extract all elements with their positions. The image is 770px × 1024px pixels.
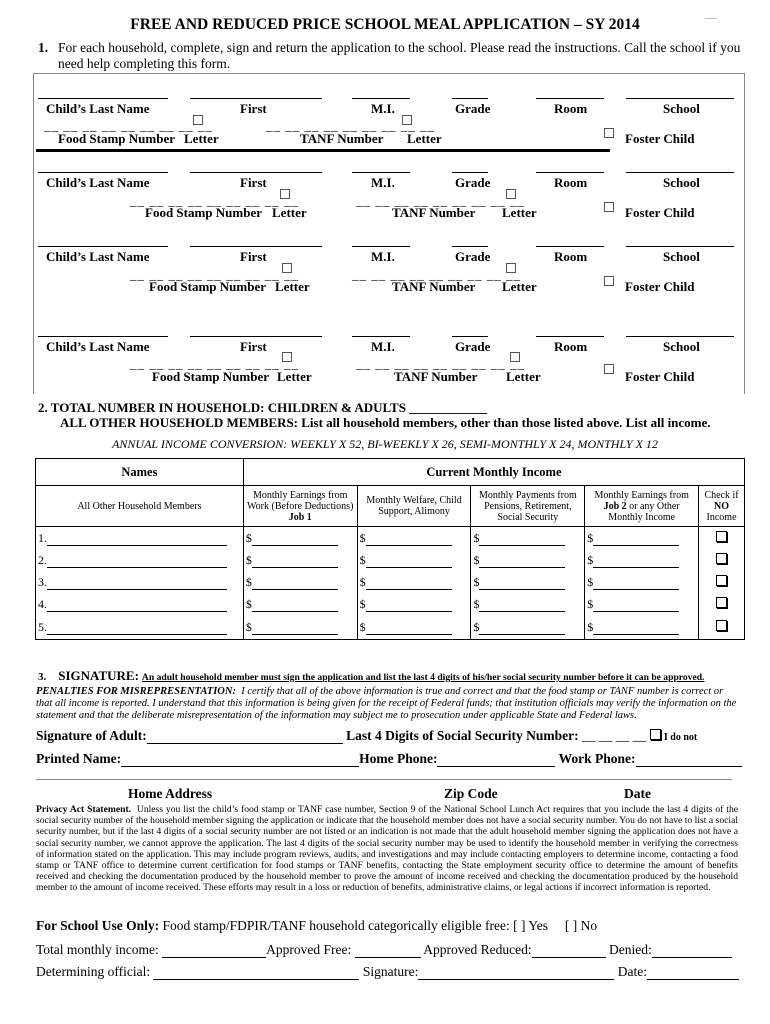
zip-code-label: Zip Code [444,786,498,801]
corner-mark: — [705,10,717,24]
penalties-statement: PENALTIES FOR MISREPRESENTATION: I certify that all of the above information is true and correct and that the food stamp or TANF number is correct or that all income is reported. I understand that this information is being given for the receipt of Federal funds; that institution officials may verify the information on the statement and that the deliberate misrepresentation of the information may subject me to prosecution under applicable State and Federal laws. [36,686,737,721]
welfare-header: Monthly Welfare, Child Support, Alimony [357,486,471,527]
grade-label: Grade [455,249,491,264]
tanf-number-label: TANF Number [300,131,384,146]
first-name-line[interactable] [190,172,322,173]
work-phone-field[interactable] [636,766,742,767]
section-3-signature: 3. SIGNATURE: An adult household member must sign the application and list the last 4 digits of his/her social security number before it can be approved. [38,668,705,683]
privacy-act-statement: Privacy Act Statement. Unless you list the child’s food stamp or TANF case number, Section 9 of the National School Lunch Act requires that you include the last 4 digits of the social security number of the household member signing the application or indicate that the household member does not have a social security number. You do not have to list a social security number, but if the last 4 digits of a social security number are not listed or an indication is not made that the adult household member signing the application does not have a social security number, we cannot approve the application. The last 4 digits of the social security number may be used to identify the household member in verifying the correctness of information stated on the application. This may include program reviews, audits, and investigations and may include contacting employers to determine income, contacting a food stamp or TANF office to determine current certification for food stamps or TANF benefits, contacting the State employment security office to determine the amount of benefits received and checking the documentation produced by the household member to prove the amount of income received and checking the documentation produced by the household member to the amount of income received. These efforts may result in a loss or reduction of benefits, administrative claims, or legal actions if incorrect information is reported. [36,804,739,894]
mi-line[interactable] [352,172,410,173]
home-address-label: Home Address [128,786,213,801]
mi-line[interactable] [352,246,410,247]
letter-label: Letter [502,279,537,294]
room-label: Room [554,249,588,264]
table-row: 4. $ $ $ $ [36,593,745,615]
approved-reduced-field[interactable] [532,957,606,958]
current-monthly-income-header: Current Monthly Income [243,459,744,486]
table-row: 1. $ $ $ $ [36,527,745,550]
job2-field[interactable] [593,634,679,635]
mi-label: M.I. [371,101,395,116]
mi-line[interactable] [352,98,410,99]
pension-field[interactable] [479,567,565,568]
grade-label: Grade [455,175,491,190]
official-signature-field[interactable] [418,979,614,980]
school-use-row: For School Use Only: Food stamp/FDPIR/TANF household categorically eligible free: [ ] Yes [ ] No [36,918,598,933]
printed-name-field[interactable] [121,766,359,767]
job1-field[interactable] [252,589,338,590]
food-stamp-digits[interactable]: __ __ __ __ __ __ __ __ __ [130,356,299,371]
letter-label: Letter [272,205,307,220]
no-income-checkbox[interactable] [716,597,727,608]
grade-label: Grade [455,101,491,116]
tanf-number-label: TANF Number [394,369,478,384]
foster-child-label: Foster Child [625,369,695,384]
mi-label: M.I. [371,175,395,190]
no-income-checkbox[interactable] [716,575,727,586]
school-label: School [663,339,700,354]
room-label: Room [554,175,588,190]
grade-line[interactable] [452,336,488,337]
last-name-line[interactable] [38,172,168,173]
food-stamp-number-label: Food Stamp Number [145,205,263,220]
no-income-checkbox[interactable] [716,620,727,631]
room-label: Room [554,101,588,116]
job2-field[interactable] [593,567,679,568]
foster-child-label: Foster Child [625,131,695,146]
member-name-field[interactable] [47,611,227,612]
job2-field[interactable] [593,611,679,612]
food-stamp-number-label: Food Stamp Number [58,131,176,146]
pension-field[interactable] [479,611,565,612]
denied-field[interactable] [652,957,732,958]
letter-label: Letter [506,369,541,384]
total-household-line[interactable]: 2. TOTAL NUMBER IN HOUSEHOLD: CHILDREN & ADULTS ____________ [38,400,488,415]
member-name-field[interactable] [47,545,227,546]
food-stamp-digits[interactable]: __ __ __ __ __ __ __ __ __ [130,193,299,208]
tanf-digits[interactable]: __ __ __ __ __ __ __ __ __ [356,356,525,371]
grade-line[interactable] [452,98,488,99]
first-label: First [240,175,267,190]
pension-header: Monthly Payments from Pensions, Retirement, Social Security [471,486,585,527]
table-row: 2. $ $ $ $ [36,549,745,571]
yes-checkbox[interactable]: [ ] Yes [513,918,549,933]
first-name-line[interactable] [190,246,322,247]
last-name-line[interactable] [38,336,168,337]
letter-label: Letter [184,131,219,146]
first-name-line[interactable] [190,336,322,337]
welfare-field[interactable] [366,611,452,612]
letter-label: Letter [277,369,312,384]
grade-line[interactable] [452,246,488,247]
room-line[interactable] [536,246,604,247]
food-stamp-digits[interactable]: __ __ __ __ __ __ __ __ __ [130,267,299,282]
foster-child-checkbox[interactable] [604,128,614,138]
income-table [35,458,745,640]
job1-field[interactable] [252,634,338,635]
room-line[interactable] [536,172,604,173]
address-line[interactable] [36,779,732,780]
welfare-field[interactable] [366,567,452,568]
table-row: 5. $ $ $ $ [36,615,745,640]
determining-official-field[interactable] [153,979,359,980]
grade-label: Grade [455,339,491,354]
pension-field[interactable] [479,545,565,546]
food-stamp-letter-box[interactable] [280,189,290,199]
job2-header: Monthly Earnings from Job 2 or any Other Monthly Income [585,486,699,527]
grade-line[interactable] [452,172,488,173]
letter-label: Letter [275,279,310,294]
job1-field[interactable] [252,567,338,568]
income-approval-row: Total monthly income: Approved Free: Approved Reduced: Denied: [36,942,732,958]
room-line[interactable] [536,98,604,99]
tanf-digits[interactable]: __ __ __ __ __ __ __ __ __ [266,118,435,133]
official-row: Determining official: Signature: Date: [36,964,739,980]
table-row: 3. $ $ $ $ [36,571,745,593]
foster-child-checkbox[interactable] [604,364,614,374]
home-phone-field[interactable] [437,766,555,767]
approved-free-field[interactable] [355,957,421,958]
date-label: Date [624,786,651,801]
first-label: First [240,339,267,354]
member-name-field[interactable] [47,634,227,635]
foster-child-label: Foster Child [625,205,695,220]
job2-field[interactable] [593,589,679,590]
job1-field[interactable] [252,545,338,546]
last-name-line[interactable] [38,98,168,99]
no-income-checkbox[interactable] [716,531,727,542]
no-income-header: Check if NO Income [699,486,745,527]
school-label: School [663,249,700,264]
mi-line[interactable] [352,336,410,337]
tanf-digits[interactable]: __ __ __ __ __ __ __ __ __ [356,193,525,208]
food-stamp-letter-box[interactable] [282,263,292,273]
tanf-number-label: TANF Number [392,205,476,220]
section-2-household [38,400,711,430]
food-stamp-digits[interactable]: __ __ __ __ __ __ __ __ __ [44,118,213,133]
school-line[interactable] [626,246,734,247]
first-name-line[interactable] [190,98,322,99]
food-stamp-number-label: Food Stamp Number [152,369,270,384]
last-name-line[interactable] [38,246,168,247]
first-label: First [240,101,267,116]
welfare-field[interactable] [366,634,452,635]
school-line[interactable] [626,98,734,99]
school-label: School [663,175,700,190]
child-last-name-label: Child’s Last Name [46,339,150,354]
total-income-field[interactable] [162,957,266,958]
other-members-line: ALL OTHER HOUSEHOLD MEMBERS: List all household members, other than those listed above. List all income. [60,415,711,430]
official-date-field[interactable] [647,979,739,980]
school-label: School [663,101,700,116]
child-last-name-label: Child’s Last Name [46,175,150,190]
printed-name-row: Printed Name: Home Phone: Work Phone: [36,751,742,767]
tanf-letter-box[interactable] [510,352,520,362]
welfare-field[interactable] [366,589,452,590]
pension-field[interactable] [479,634,565,635]
child-last-name-label: Child’s Last Name [46,249,150,264]
first-label: First [240,249,267,264]
ssn-last4-field[interactable]: __ __ __ __ [582,728,647,743]
letter-label: Letter [502,205,537,220]
members-header: All Other Household Members [36,486,244,527]
tanf-number-label: TANF Number [392,279,476,294]
instructions-text: For each household, complete, sign and return the application to the school. Please read the instructions. Call the school if you need help completing this form. [58,40,741,71]
foster-child-checkbox[interactable] [604,202,614,212]
foster-child-label: Foster Child [625,279,695,294]
job2-field[interactable] [593,545,679,546]
foster-child-checkbox[interactable] [604,276,614,286]
no-checkbox[interactable]: [ ] No [564,918,598,933]
names-header: Names [36,459,244,486]
section-number: 1. [38,40,49,55]
letter-label: Letter [407,131,442,146]
no-ssn-checkbox[interactable] [650,729,661,740]
job1-header: Monthly Earnings from Work (Before Deductions) Job 1 [243,486,357,527]
page-title: FREE AND REDUCED PRICE SCHOOL MEAL APPLICATION – SY 2014 [130,16,640,33]
tanf-letter-box[interactable] [506,189,516,199]
school-line[interactable] [626,336,734,337]
job1-field[interactable] [252,611,338,612]
tanf-digits[interactable]: __ __ __ __ __ __ __ __ __ [352,267,521,282]
tanf-letter-box[interactable] [402,115,412,125]
room-label: Room [554,339,588,354]
welfare-field[interactable] [366,545,452,546]
signature-row: Signature of Adult: Last 4 Digits of Social Security Number: __ __ __ __ I do not [36,728,698,743]
adult-signature-field[interactable] [147,743,343,744]
mi-label: M.I. [371,249,395,264]
no-income-checkbox[interactable] [716,553,727,564]
child-last-name-label: Child’s Last Name [46,101,150,116]
school-line[interactable] [626,172,734,173]
food-stamp-letter-box[interactable] [282,352,292,362]
no-ssn-label: I do not [663,732,698,743]
tanf-letter-box[interactable] [506,263,516,273]
mi-label: M.I. [371,339,395,354]
annual-income-conversion: ANNUAL INCOME CONVERSION: WEEKLY X 52, BI-WEEKLY X 26, SEMI-MONTHLY X 24, MONTHLY X 12 [112,437,658,451]
signature-requirement: An adult household member must sign the application and list the last 4 digits of his/her social security number before it can be approved. [141,672,705,683]
pension-field[interactable] [479,589,565,590]
room-line[interactable] [536,336,604,337]
block-divider [36,149,610,152]
food-stamp-letter-box[interactable] [193,115,203,125]
member-name-field[interactable] [47,589,227,590]
member-name-field[interactable] [47,567,227,568]
food-stamp-number-label: Food Stamp Number [149,279,267,294]
